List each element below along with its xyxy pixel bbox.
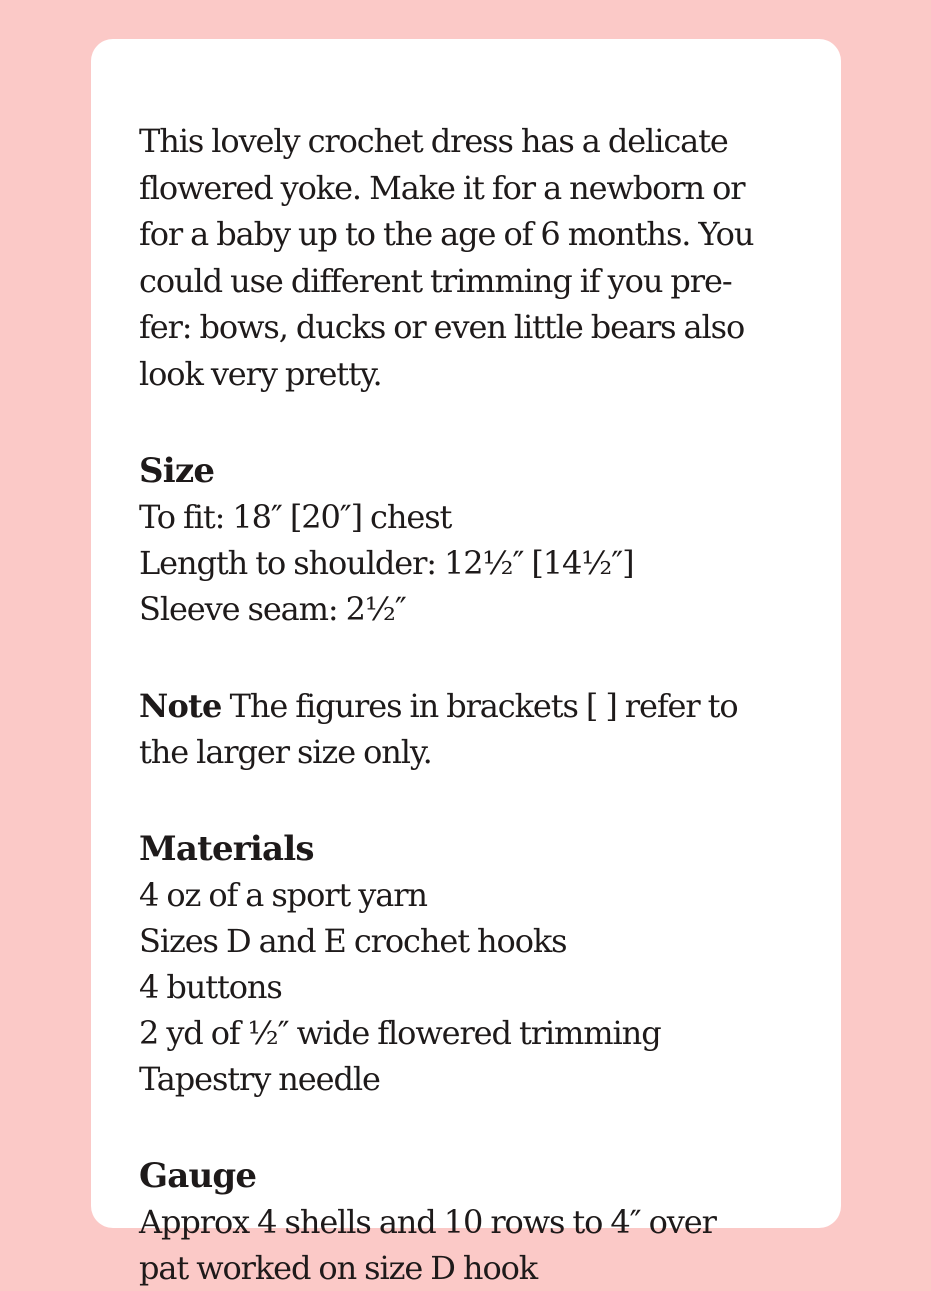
note-line xyxy=(139,683,811,729)
size-line: Length to shoulder: 12½″ [14½″] xyxy=(139,544,634,582)
gauge-line: pat worked on size D hook xyxy=(139,1249,538,1287)
intro-line: for a baby up to the age of 6 months. You xyxy=(139,215,754,253)
note-label: Note xyxy=(139,687,222,725)
materials-item: Sizes D and E crochet hooks xyxy=(139,922,567,960)
materials-section xyxy=(139,826,811,1102)
size-line: To fit: 18″ [20″] chest xyxy=(139,498,452,536)
materials-item: 4 oz of a sport yarn xyxy=(139,876,427,914)
intro-line: could use different trimming if you pre- xyxy=(139,261,732,300)
gauge-heading: Gauge xyxy=(139,1156,257,1196)
materials-heading: Materials xyxy=(139,829,314,869)
size-line: Sleeve seam: 2½″ xyxy=(139,590,406,628)
note-line: the larger size only. xyxy=(139,733,432,771)
intro-paragraph xyxy=(139,118,811,397)
intro-line: look very pretty. xyxy=(139,354,382,393)
materials-item: Tapestry needle xyxy=(139,1060,380,1098)
size-section xyxy=(139,448,811,632)
note-section xyxy=(139,683,811,775)
gauge-section xyxy=(139,1153,811,1291)
intro-line: flowered yoke. Make it for a newborn or xyxy=(139,168,745,207)
intro-line: This lovely crochet dress has a delicate xyxy=(139,122,728,160)
intro-line: fer: bows, ducks or even little bears also xyxy=(139,308,745,346)
materials-item: 4 buttons xyxy=(139,968,282,1006)
note-text: The figures in brackets [ ] refer to xyxy=(229,687,738,725)
materials-item: 2 yd of ½″ wide flowered trimming xyxy=(139,1014,661,1052)
pattern-card xyxy=(91,39,841,1287)
size-heading: Size xyxy=(139,451,215,491)
gauge-line: Approx 4 shells and 10 rows to 4″ over xyxy=(139,1203,716,1241)
